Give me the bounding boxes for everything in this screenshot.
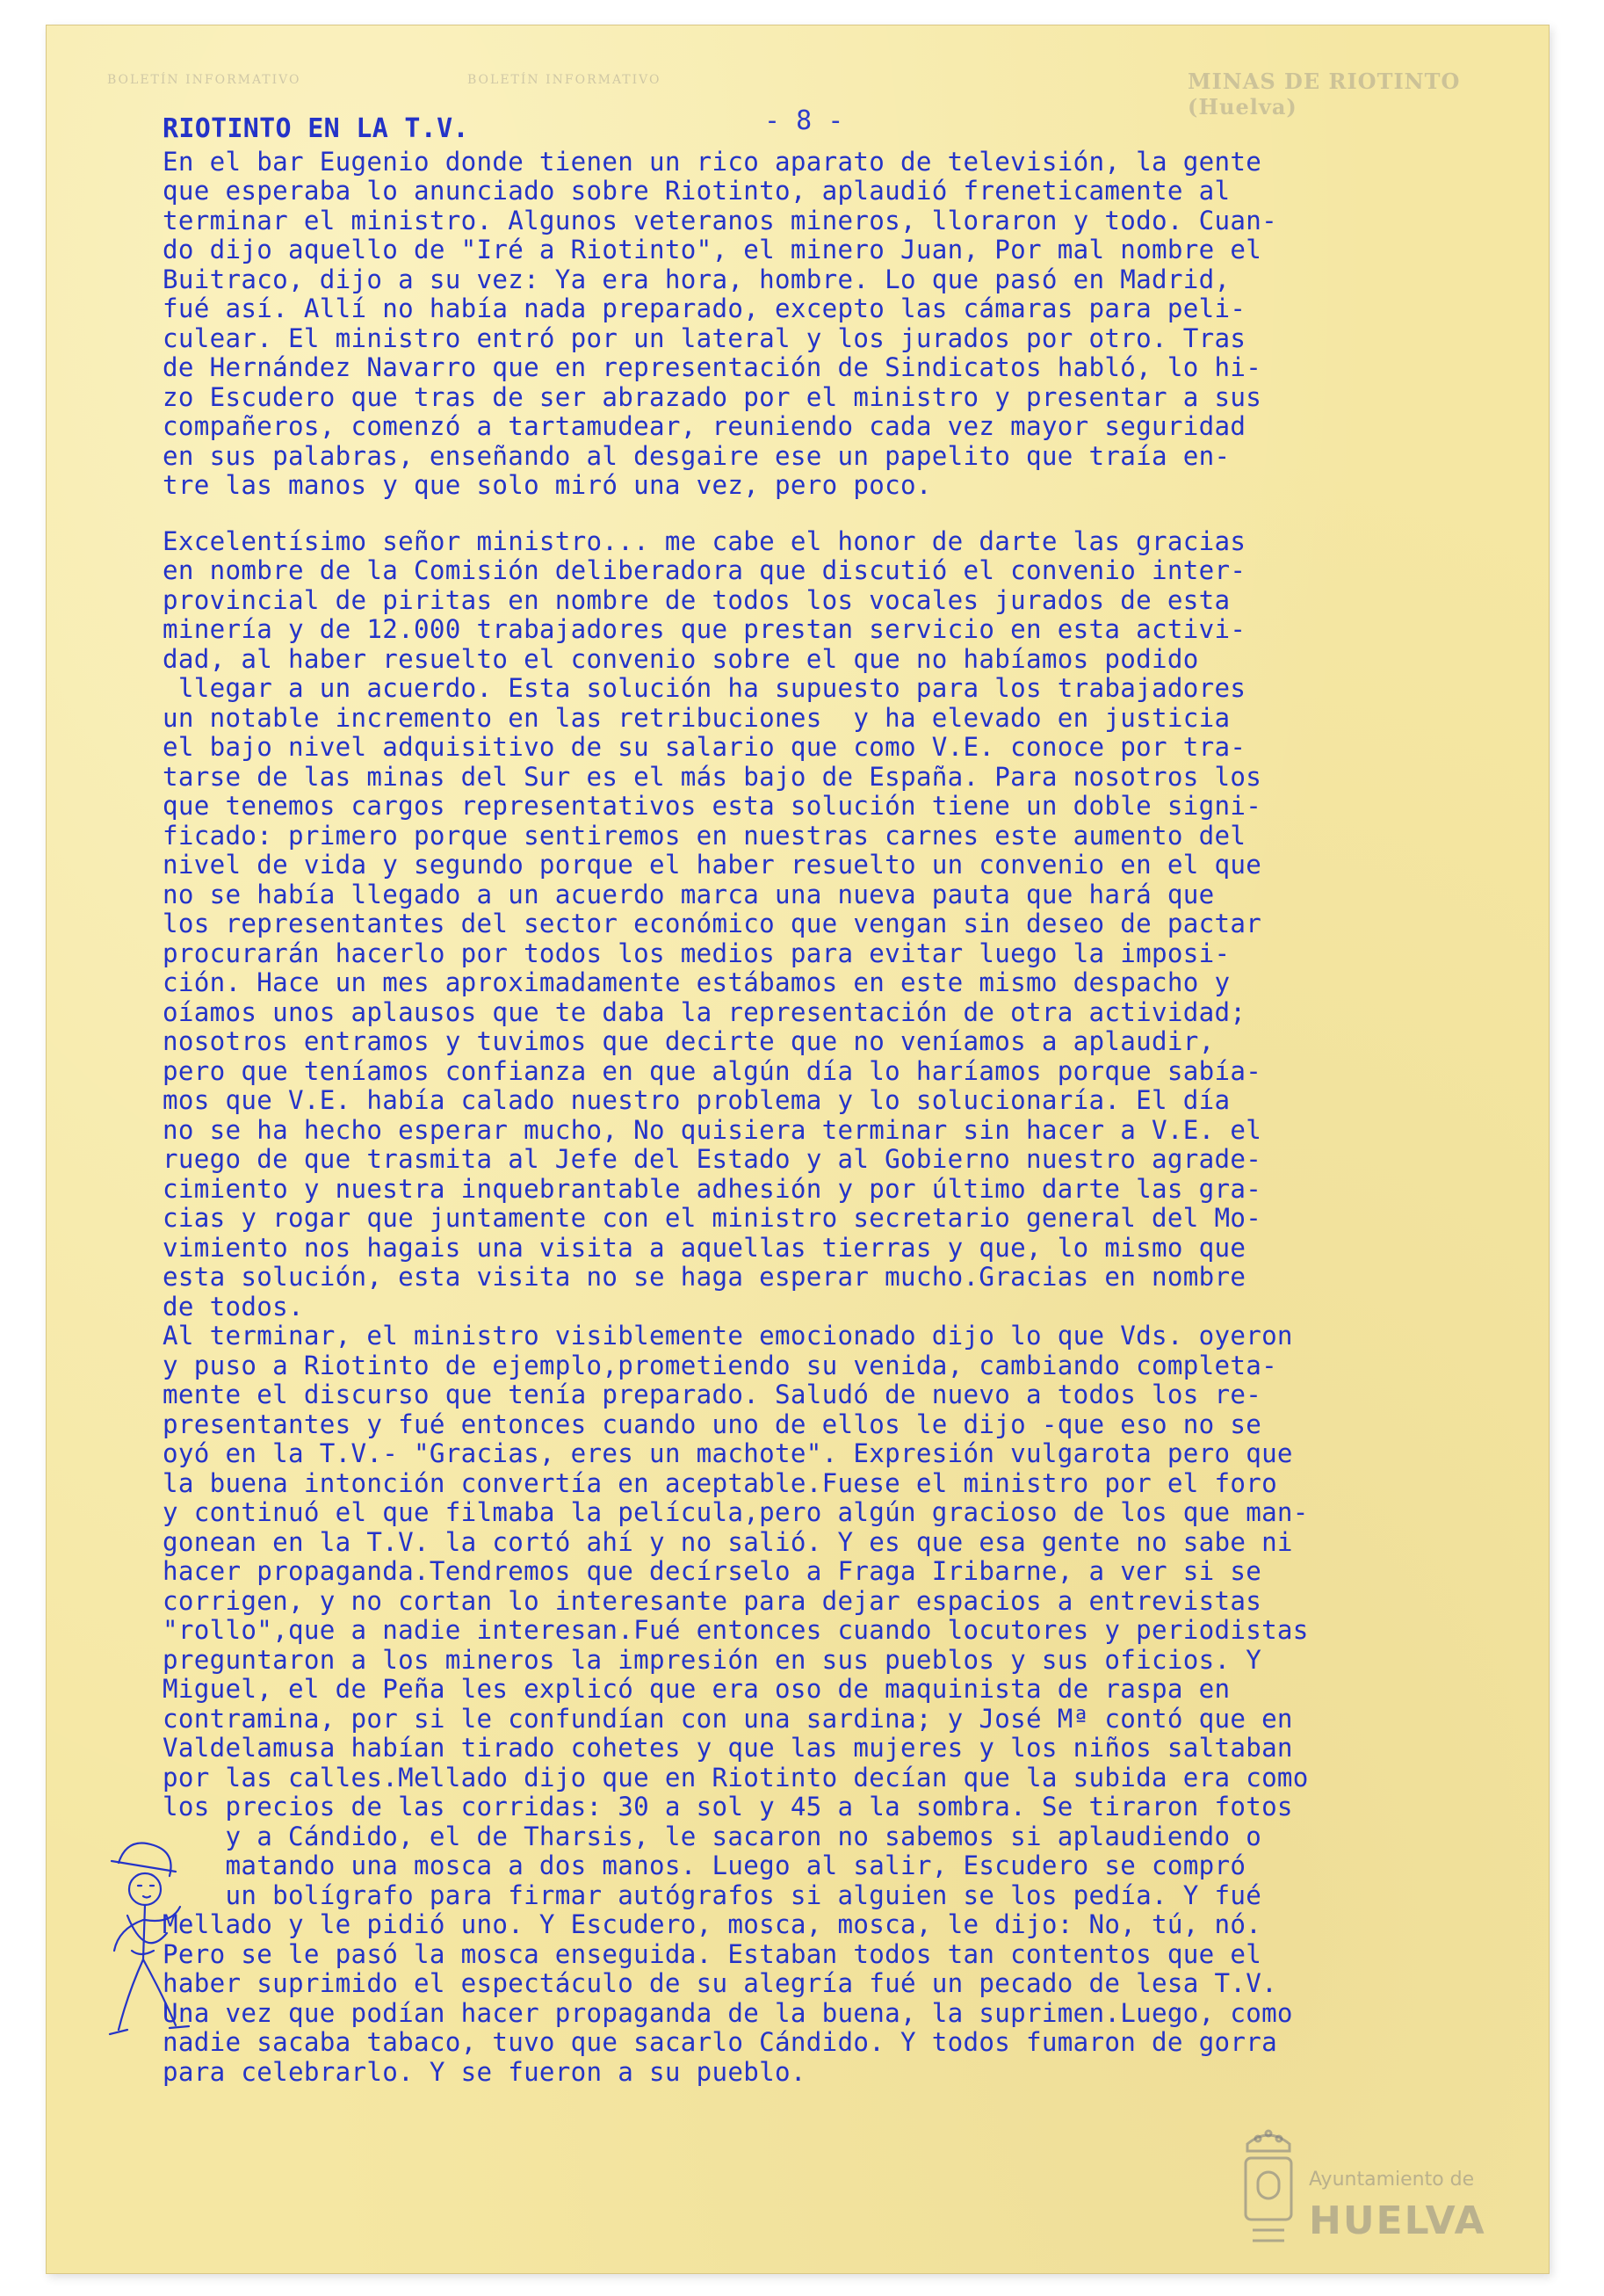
text-line: Buitraco, dijo a su vez: Ya era hora, hombre. Lo que pasó en Madrid, bbox=[163, 264, 1231, 294]
text-line: terminar el ministro. Algunos veteranos mineros, lloraron y todo. Cuan- bbox=[163, 205, 1277, 235]
text-line: presentantes y fué entonces cuando uno de ellos le dijo -que eso no se bbox=[163, 1409, 1262, 1439]
text-line: contramina, por si le confundían con una sardina; y José Mª contó que en bbox=[163, 1703, 1293, 1734]
letterhead-bleed-middle: BOLETÍN INFORMATIVO bbox=[467, 73, 661, 87]
text-line: en sus palabras, enseñando al desgaire ese un papelito que traía en- bbox=[163, 440, 1231, 471]
text-line: do dijo aquello de "Iré a Riotinto", el minero Juan, Por mal nombre el bbox=[163, 235, 1262, 264]
article-body bbox=[163, 148, 1427, 2088]
article bbox=[163, 114, 1427, 2087]
text-line: vimiento nos hagais una visita a aquellas tierras y que, lo mismo que bbox=[163, 1232, 1246, 1263]
text-line: tre las manos y que solo miró una vez, pero poco. bbox=[163, 470, 932, 500]
text-line: y a Cándido, el de Tharsis, le sacaron no sabemos si aplaudiendo o bbox=[163, 1821, 1262, 1851]
text-line: no se ha hecho esperar mucho, No quisiera terminar sin hacer a V.E. el bbox=[163, 1114, 1262, 1145]
text-line: zo Escudero que tras de ser abrazado por el ministro y presentar a sus bbox=[163, 381, 1262, 412]
text-line: pero que teníamos confianza en que algún día lo haríamos porque sabía- bbox=[163, 1055, 1262, 1086]
text-line: ruego de que trasmita al Jefe del Estado y al Gobierno nuestro agrade- bbox=[163, 1144, 1262, 1174]
watermark-organization: Ayuntamiento de bbox=[1309, 2169, 1475, 2191]
text-line: procurarán hacerlo por todos los medios para evitar luego la imposi- bbox=[163, 938, 1231, 968]
text-line: Al terminar, el ministro visiblemente emocionado dijo lo que Vds. oyeron bbox=[163, 1321, 1293, 1351]
text-line: Excelentísimo señor ministro... me cabe el honor de darte las gracias bbox=[163, 525, 1246, 556]
text-line: la buena intonción convertía en aceptable.Fuese el ministro por el foro bbox=[163, 1467, 1277, 1498]
text-line: y puso a Riotinto de ejemplo,prometiendo su venida, cambiando completa- bbox=[163, 1350, 1277, 1380]
text-line: por las calles.Mellado dijo que en Riotinto decían que la subida era como bbox=[163, 1762, 1309, 1793]
text-line: que esperaba lo anunciado sobre Riotinto, aplaudió freneticamente al bbox=[163, 176, 1231, 206]
text-line: Miguel, el de Peña les explicó que era oso de maquinista de raspa en bbox=[163, 1674, 1231, 1704]
text-line: un notable incremento en las retribuciones y ha elevado en justicia bbox=[163, 702, 1231, 733]
archive-watermark bbox=[1240, 2118, 1539, 2267]
text-line: matando una mosca a dos manos. Luego al salir, Escudero se compró bbox=[163, 1851, 1246, 1880]
text-line: en nombre de la Comisión deliberadora que discutió el convenio inter- bbox=[163, 555, 1246, 585]
text-line: mente el discurso que tenía preparado. Saludó de nuevo a todos los re- bbox=[163, 1380, 1262, 1409]
text-line: cimiento y nuestra inquebrantable adhesión y por último darte las gra- bbox=[163, 1173, 1262, 1204]
text-line: En el bar Eugenio donde tienen un rico aparato de televisión, la gente bbox=[163, 146, 1262, 177]
watermark-city: HUELVA bbox=[1309, 2198, 1486, 2243]
text-line: Pero se le pasó la mosca enseguida. Estaban todos tan contentos que el bbox=[163, 1938, 1262, 1969]
text-line: nivel de vida y segundo porque el haber resuelto un convenio en el que bbox=[163, 850, 1262, 880]
text-line: preguntaron a los mineros la impresión en sus pueblos y sus oficios. Y bbox=[163, 1644, 1262, 1675]
paragraph bbox=[163, 1322, 1427, 2087]
crest-icon bbox=[1240, 2126, 1297, 2258]
text-line: y continuó el que filmaba la película,pero algún gracioso de los que man- bbox=[163, 1497, 1309, 1527]
miner-doodle-icon bbox=[92, 1828, 224, 2056]
paragraph bbox=[163, 527, 1427, 1322]
text-line: compañeros, comenzó a tartamudear, reuniendo cada vez mayor seguridad bbox=[163, 411, 1246, 441]
letterhead-bleed-left: BOLETÍN INFORMATIVO bbox=[107, 73, 301, 87]
text-line: haber suprimido el espectáculo de su alegría fué un pecado de lesa T.V. bbox=[163, 1968, 1277, 1998]
text-line: para celebrarlo. Y se fueron a su pueblo. bbox=[163, 2056, 806, 2087]
text-line: los precios de las corridas: 30 a sol y 45 a la sombra. Se tiraron fotos bbox=[163, 1792, 1293, 1822]
text-line: minería y de 12.000 trabajadores que prestan servicio en esta activi- bbox=[163, 614, 1246, 644]
text-line: provincial de piritas en nombre de todos los vocales jurados de esta bbox=[163, 584, 1231, 615]
text-line: ción. Hace un mes aproximadamente estábamos en este mismo despacho y bbox=[163, 967, 1231, 997]
text-line: mos que V.E. había calado nuestro problema y lo solucionaría. El día bbox=[163, 1085, 1231, 1115]
text-line: hacer propaganda.Tendremos que decírselo a Fraga Iribarne, a ver si se bbox=[163, 1556, 1262, 1586]
text-line: gonean en la T.V. la cortó ahí y no salió. Y es que esa gente no sabe ni bbox=[163, 1526, 1293, 1557]
text-line: Valdelamusa habían tirado cohetes y que las mujeres y los niños saltaban bbox=[163, 1733, 1293, 1763]
text-line: llegar a un acuerdo. Esta solución ha supuesto para los trabajadores bbox=[163, 673, 1246, 703]
text-line: los representantes del sector económico que vengan sin deseo de pactar bbox=[163, 909, 1262, 938]
text-line: fué así. Allí no había nada preparado, excepto las cámaras para peli- bbox=[163, 293, 1246, 323]
paragraph-gap bbox=[163, 501, 1427, 527]
text-line: el bajo nivel adquisitivo de su salario que como V.E. conoce por tra- bbox=[163, 732, 1246, 762]
text-line: nosotros entramos y tuvimos que decirte que no veníamos a aplaudir, bbox=[163, 1026, 1215, 1056]
text-line: nadie sacaba tabaco, tuvo que sacarlo Cándido. Y todos fumaron de gorra bbox=[163, 2027, 1277, 2057]
page-number: - 8 - bbox=[764, 105, 844, 136]
text-line: culear. El ministro entró por un lateral y los jurados por otro. Tras bbox=[163, 322, 1246, 353]
text-line: oyó en la T.V.- "Gracias, eres un machote". Expresión vulgarota pero que bbox=[163, 1438, 1293, 1468]
text-line: esta solución, esta visita no se haga esperar mucho.Gracias en nombre bbox=[163, 1262, 1246, 1292]
text-line: Una vez que podían hacer propaganda de la buena, la suprimen.Luego, como bbox=[163, 1997, 1293, 2028]
text-line: corrigen, y no cortan lo interesante para dejar espacios a entrevistas bbox=[163, 1585, 1262, 1616]
text-line: cias y rogar que juntamente con el ministro secretario general del Mo- bbox=[163, 1203, 1262, 1233]
text-line: oíamos unos aplausos que te daba la representación de otra actividad; bbox=[163, 996, 1246, 1027]
text-line: dad, al haber resuelto el convenio sobre el que no habíamos podido bbox=[163, 643, 1199, 674]
article-title: RIOTINTO EN LA T.V. bbox=[163, 113, 469, 144]
text-line: de todos. bbox=[163, 1291, 304, 1322]
text-line: "rollo",que a nadie interesan.Fué entonces cuando locutores y periodistas bbox=[163, 1615, 1309, 1645]
text-line: tarse de las minas del Sur es el más bajo de España. Para nosotros los bbox=[163, 761, 1262, 792]
text-line: que tenemos cargos representativos esta solución tiene un doble signi- bbox=[163, 791, 1262, 821]
text-line: Mellado y le pidió uno. Y Escudero, mosca, mosca, le dijo: No, tú, nó. bbox=[163, 1909, 1262, 1939]
text-line: no se había llegado a un acuerdo marca una nueva pauta que hará que bbox=[163, 879, 1215, 909]
text-line: un bolígrafo para firmar autógrafos si alguien se los pedía. Y fué bbox=[163, 1880, 1262, 1910]
text-line: de Hernández Navarro que en representación de Sindicatos habló, lo hi- bbox=[163, 352, 1262, 382]
paragraph bbox=[163, 148, 1427, 501]
text-line: ficado: primero porque sentiremos en nuestras carnes este aumento del bbox=[163, 820, 1246, 851]
letterhead-bleed-right: MINAS DE RIOTINTO (Huelva) bbox=[1188, 69, 1461, 120]
